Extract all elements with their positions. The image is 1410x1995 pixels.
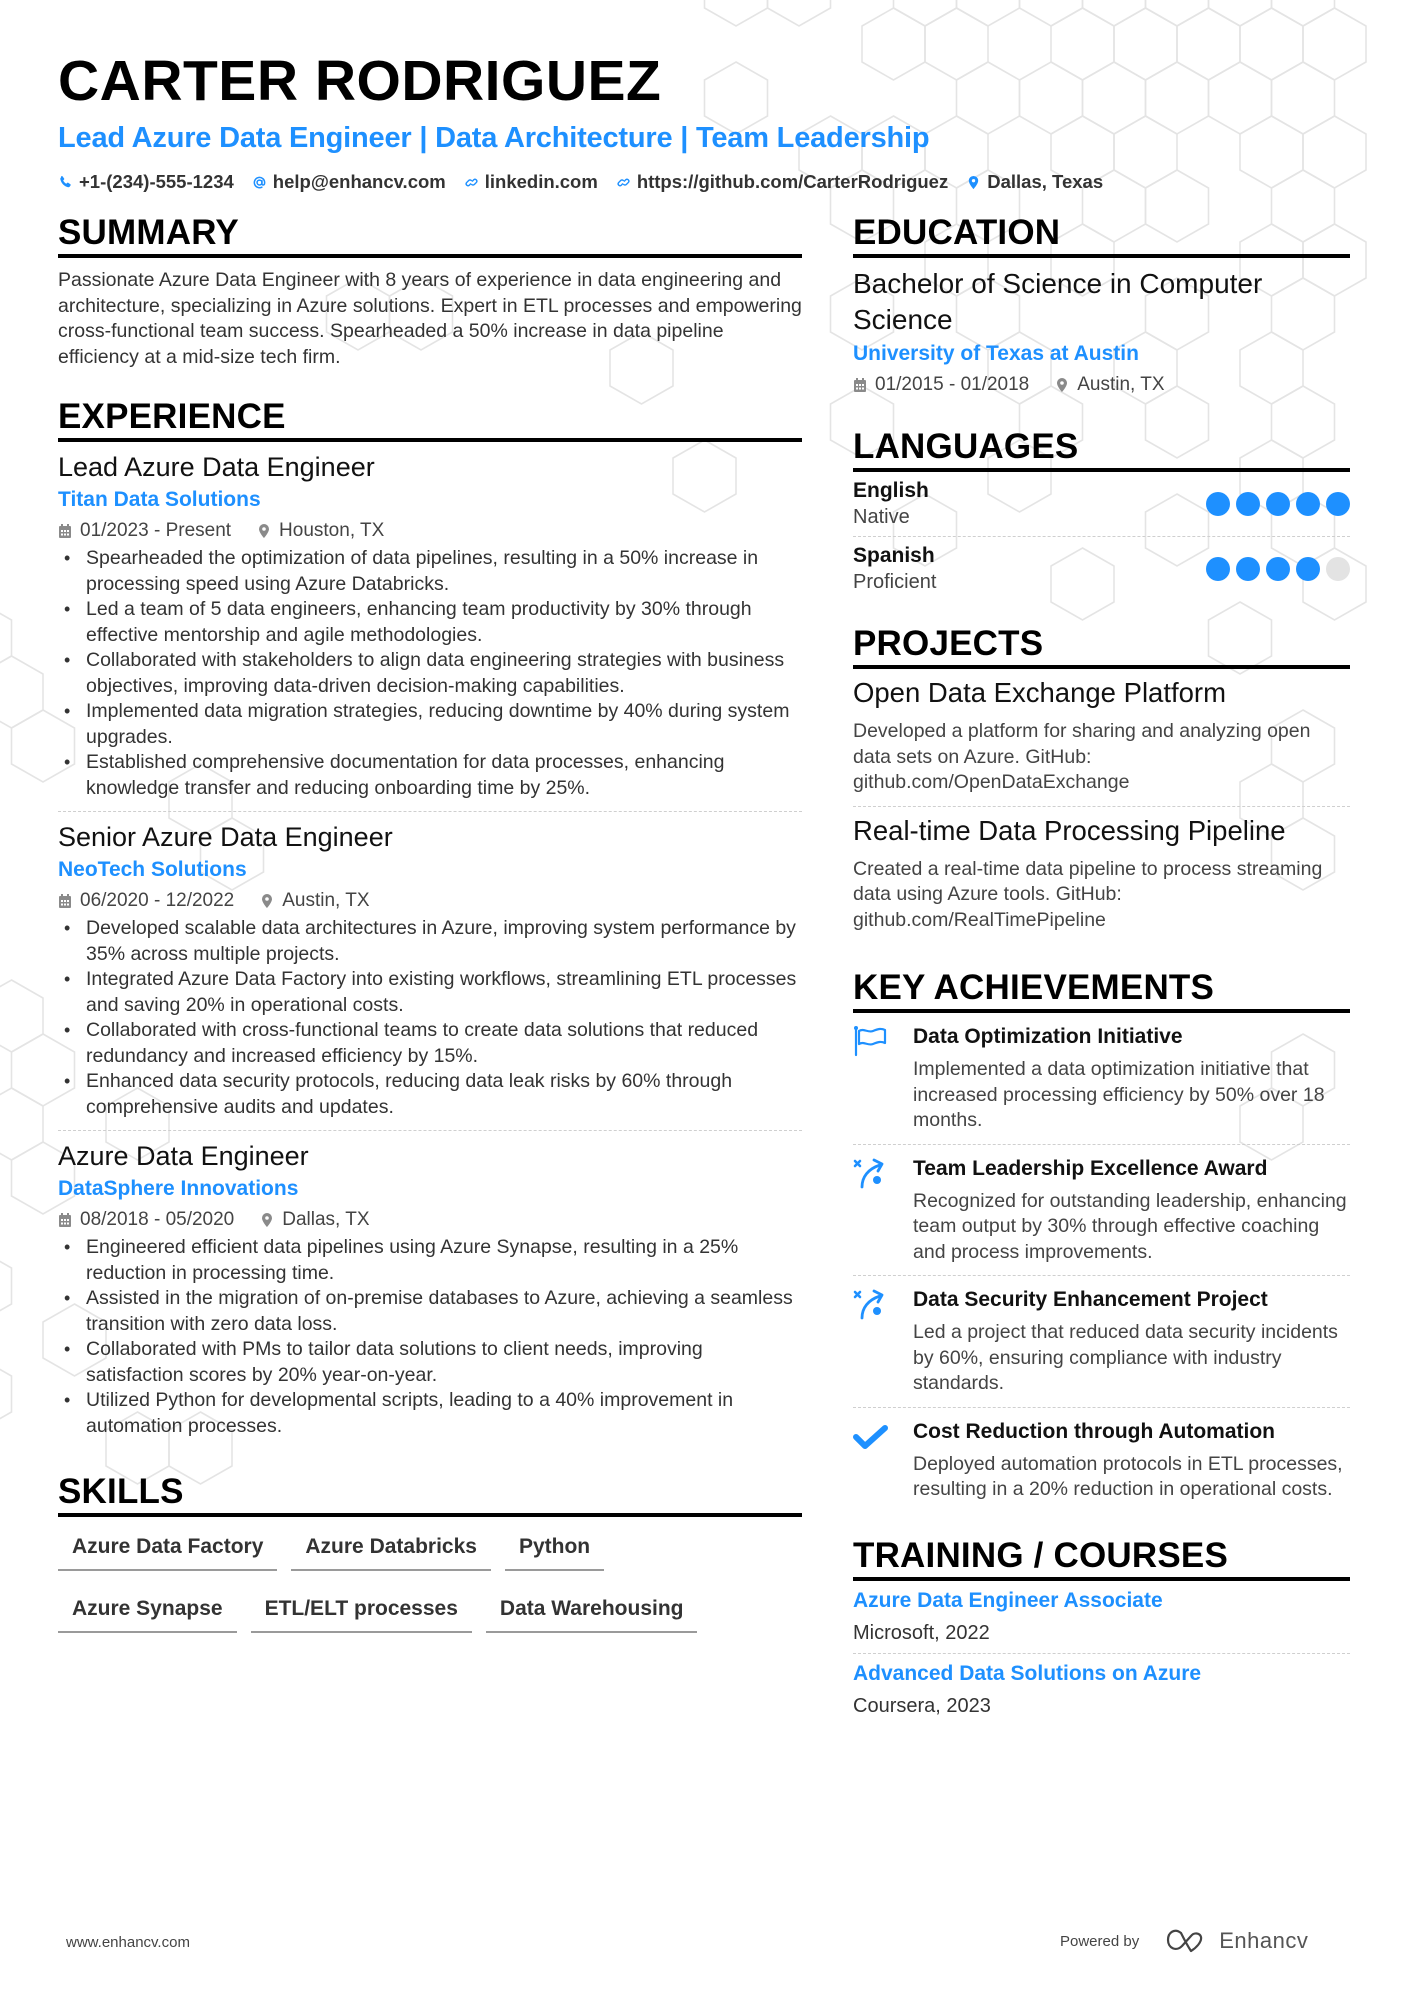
job-meta: [58, 888, 802, 914]
project-title: Real-time Data Processing Pipeline: [853, 814, 1286, 846]
job-dates: 01/2023 - Present: [80, 520, 232, 541]
education-heading: EDUCATION: [853, 212, 1350, 258]
achievements-heading: KEY ACHIEVEMENTS: [853, 967, 1350, 1013]
education-dates: 01/2015 - 01/2018: [875, 374, 1030, 395]
job-location: Austin, TX: [282, 890, 370, 911]
rating-dot-filled: [1236, 492, 1260, 516]
bullet-item: • Collaborated with cross-functional teams to create data solutions that reduced redundancy and increased efficiency by 15%.: [58, 1018, 802, 1069]
company-name: Titan Data Solutions: [58, 488, 261, 511]
achievement-title: Data Security Enhancement Project: [913, 1288, 1268, 1311]
bullet-item: • Enhanced data security protocols, reducing data leak risks by 60% through comprehensive audits and updates.: [58, 1069, 802, 1120]
job-bullets: [58, 546, 802, 801]
project-description: Developed a platform for sharing and analyzing open data sets on Azure. GitHub: github.com/OpenDataExchange: [853, 720, 1311, 793]
language-level: Proficient: [853, 571, 937, 593]
language-entry: [853, 472, 1350, 537]
achievement-entry: [853, 1013, 1350, 1145]
rating-dot-filled: [1206, 492, 1230, 516]
rating-dot-filled: [1326, 492, 1350, 516]
skill-tag: Azure Databricks: [291, 1529, 491, 1571]
languages-section: [853, 426, 1350, 601]
achievement-entry: [853, 1276, 1350, 1408]
strategy-icon: [853, 1157, 889, 1189]
achievement-description: Recognized for outstanding leadership, enhancing team output by 30% through effective coaching and process improvements.: [913, 1189, 1347, 1263]
rating-dot-filled: [1296, 492, 1320, 516]
strategy-icon: [853, 1288, 889, 1320]
project-title: Open Data Exchange Platform: [853, 677, 1226, 708]
achievement-entry: [853, 1408, 1350, 1513]
link-icon: [616, 175, 631, 190]
skill-tag: Python: [505, 1529, 604, 1571]
course-entry: [853, 1581, 1350, 1654]
training-section: [853, 1535, 1350, 1726]
rating-dot-filled: [1206, 557, 1230, 581]
bullet-item: • Led a team of 5 data engineers, enhancing team productivity by 30% through effective mentorship and agile methodologies.: [58, 597, 802, 648]
flag-icon: [853, 1025, 889, 1057]
skill-tag: Data Warehousing: [486, 1591, 698, 1633]
bullet-item: • Implemented data migration strategies, reducing downtime by 40% during system upgrades.: [58, 699, 802, 750]
powered-by-label: Powered by: [1060, 1932, 1140, 1950]
course-title: Azure Data Engineer Associate: [853, 1588, 1163, 1612]
link-icon: [464, 175, 479, 190]
contact-phone-text: +1-(234)-555-1234: [79, 171, 234, 192]
skill-tag: Azure Synapse: [58, 1591, 237, 1633]
location-pin-icon: [260, 1212, 274, 1228]
skills-section: [58, 1471, 802, 1633]
projects-section: [853, 623, 1350, 943]
contact-email-text: help@enhancv.com: [272, 171, 446, 192]
achievement-description: Deployed automation protocols in ETL processes, resulting in a 20% reduction in operational costs.: [913, 1452, 1343, 1500]
language-name: English: [853, 479, 929, 502]
enhancv-logo-icon: [1165, 1928, 1209, 1954]
education-degree: Bachelor of Science in Computer Science: [853, 268, 1263, 335]
candidate-headline: Lead Azure Data Engineer | Data Architecture | Team Leadership: [58, 122, 930, 154]
contact-github-text: https://github.com/CarterRodriguez: [636, 171, 949, 192]
footer-branding[interactable]: [1060, 1928, 1308, 1954]
contact-github[interactable]: [616, 170, 948, 194]
job-location: Houston, TX: [279, 520, 385, 541]
enhancv-logo: [1165, 1928, 1308, 1954]
language-rating: [1206, 492, 1350, 516]
job-title: Azure Data Engineer: [58, 1141, 309, 1171]
company-name: DataSphere Innovations: [58, 1177, 299, 1200]
project-entry: [853, 807, 1350, 944]
skills-heading: SKILLS: [58, 1471, 802, 1517]
achievement-entry: [853, 1145, 1350, 1277]
location-pin-icon: [1055, 377, 1069, 393]
left-column: [58, 212, 802, 1663]
experience-entry: [58, 442, 802, 812]
location-pin-icon: [257, 523, 271, 539]
rating-dot-filled: [1266, 557, 1290, 581]
company-name: NeoTech Solutions: [58, 858, 247, 881]
contact-email[interactable]: [252, 170, 446, 194]
bullet-item: • Engineered efficient data pipelines using Azure Synapse, resulting in a 25% reduction in processing time.: [58, 1235, 802, 1286]
location-pin-icon: [260, 893, 274, 909]
checkmark-icon: [853, 1420, 889, 1452]
course-title: Advanced Data Solutions on Azure: [853, 1661, 1202, 1685]
candidate-name: CARTER RODRIGUEZ: [58, 49, 662, 113]
project-description: Created a real-time data pipeline to process streaming data using Azure tools. GitHub: github.com/RealTimePipeline: [853, 857, 1323, 931]
bullet-item: • Collaborated with stakeholders to align data engineering strategies with business objectives, improving data-driven decision-making capabilities.: [58, 648, 802, 699]
contact-location: [966, 170, 1103, 194]
rating-dot-filled: [1296, 557, 1320, 581]
language-entry: [853, 537, 1350, 601]
education-meta: [853, 372, 1350, 398]
achievement-title: Team Leadership Excellence Award: [913, 1156, 1268, 1180]
experience-entry: [58, 812, 802, 1131]
achievement-title: Cost Reduction through Automation: [913, 1419, 1276, 1443]
education-section: [853, 212, 1350, 398]
job-meta: [58, 518, 802, 544]
job-dates: 08/2018 - 05/2020: [80, 1209, 235, 1230]
achievements-section: [853, 967, 1350, 1513]
language-level: Native: [853, 506, 910, 528]
at-icon: [252, 175, 267, 190]
rating-dot-filled: [1236, 557, 1260, 581]
phone-icon: [58, 175, 73, 190]
calendar-icon: [58, 523, 72, 539]
calendar-icon: [853, 377, 867, 393]
calendar-icon: [58, 1212, 72, 1228]
job-meta: [58, 1207, 802, 1233]
location-pin-icon: [966, 175, 981, 190]
rating-dot-empty: [1326, 557, 1350, 581]
skill-tag: Azure Data Factory: [58, 1529, 277, 1571]
experience-entry: [58, 1131, 802, 1449]
course-entry: [853, 1654, 1350, 1726]
language-name: Spanish: [853, 544, 935, 567]
project-entry: [853, 669, 1350, 807]
education-school: University of Texas at Austin: [853, 342, 1139, 365]
experience-section: [58, 396, 802, 1449]
brand-name: Enhancv: [1219, 1928, 1309, 1953]
contact-location-text: Dallas, Texas: [987, 171, 1104, 192]
projects-heading: PROJECTS: [853, 623, 1350, 669]
summary-text: Passionate Azure Data Engineer with 8 years of experience in data engineering and architecture, specializing in Azure solutions. Expert in ETL processes and empowering cross-functional team success. Spearheaded a 50% increase in data pipeline efficiency at a mid-size tech firm.: [58, 269, 802, 368]
job-bullets: [58, 1235, 802, 1439]
job-location: Dallas, TX: [282, 1209, 370, 1230]
bullet-item: • Utilized Python for developmental scripts, leading to a 40% improvement in automation processes.: [58, 1388, 802, 1439]
rating-dot-filled: [1266, 492, 1290, 516]
training-heading: TRAINING / COURSES: [853, 1535, 1350, 1581]
bullet-item: • Established comprehensive documentation for data processes, enhancing knowledge transfer and reducing onboarding time by 25%.: [58, 750, 802, 801]
achievement-description: Implemented a data optimization initiative that increased processing efficiency by 50% over 18 months.: [913, 1058, 1325, 1131]
job-title: Lead Azure Data Engineer: [58, 452, 375, 482]
bullet-item: • Collaborated with PMs to tailor data solutions to client needs, improving satisfaction scores by 20% year-on-year.: [58, 1337, 802, 1388]
summary-heading: SUMMARY: [58, 212, 802, 258]
achievement-title: Data Optimization Initiative: [913, 1025, 1183, 1048]
bullet-item: • Spearheaded the optimization of data pipelines, resulting in a 50% increase in processing speed using Azure Databricks.: [58, 546, 802, 597]
contact-phone[interactable]: [58, 170, 234, 194]
languages-heading: LANGUAGES: [853, 426, 1350, 472]
resume-header: [58, 48, 1358, 194]
summary-section: [58, 212, 802, 370]
footer-website-link[interactable]: www.enhancv.com: [66, 1934, 190, 1951]
experience-heading: EXPERIENCE: [58, 396, 802, 442]
contact-linkedin[interactable]: [464, 170, 598, 194]
contact-linkedin-text: linkedin.com: [484, 171, 598, 192]
right-column: [853, 212, 1350, 1756]
job-dates: 06/2020 - 12/2022: [80, 890, 235, 911]
bullet-item: • Integrated Azure Data Factory into existing workflows, streamlining ETL processes and saving 20% in operational costs.: [58, 967, 802, 1018]
job-title: Senior Azure Data Engineer: [58, 822, 393, 852]
course-provider: Coursera, 2023: [853, 1694, 991, 1717]
bullet-item: • Assisted in the migration of on-premise databases to Azure, achieving a seamless transition with zero data loss.: [58, 1286, 802, 1337]
job-bullets: [58, 916, 802, 1120]
contact-list: [58, 170, 1358, 194]
achievement-description: Led a project that reduced data security incidents by 60%, ensuring compliance with industry standards.: [913, 1321, 1338, 1394]
education-location: Austin, TX: [1077, 374, 1165, 395]
calendar-icon: [58, 893, 72, 909]
language-rating: [1206, 557, 1350, 581]
skill-tag: ETL/ELT processes: [251, 1591, 472, 1633]
skills-list: [58, 1529, 778, 1633]
bullet-item: • Developed scalable data architectures in Azure, improving system performance by 35% across multiple projects.: [58, 916, 802, 967]
course-provider: Microsoft, 2022: [853, 1621, 990, 1644]
